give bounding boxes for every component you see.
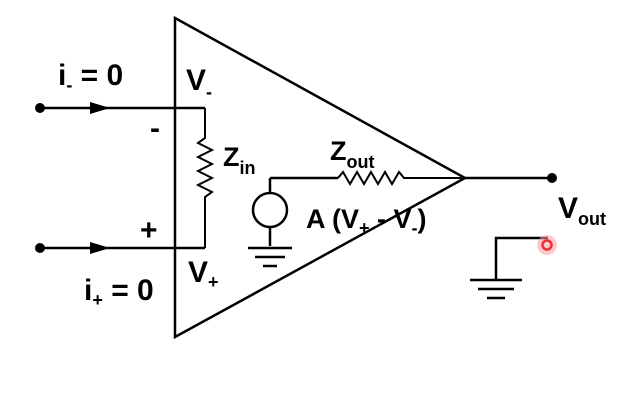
z-in-resistor <box>198 108 212 248</box>
i-minus-label: $i_- = 0$ <box>58 59 124 95</box>
output-terminal <box>547 173 557 183</box>
minus-sign: - <box>150 112 160 145</box>
v-out-label: $V_{out}$ <box>558 192 606 229</box>
non-inverting-input-current-arrow <box>90 242 110 254</box>
inverting-input-terminal <box>35 103 45 113</box>
z-out-label: $Z_{out}$ <box>330 136 375 172</box>
output-ground-symbol <box>470 238 548 298</box>
plus-sign: + <box>140 214 158 247</box>
non-inverting-input-terminal <box>35 243 45 253</box>
inverting-input-current-arrow <box>90 102 110 114</box>
gain-expression-label: A $(V_+ - V_-)$ <box>306 204 427 238</box>
i-plus-label: $i_+ = 0$ <box>84 274 154 310</box>
v-plus-label: $V_+$ <box>188 256 219 292</box>
controlled-voltage-source <box>253 193 287 227</box>
internal-ground-symbol <box>248 248 292 266</box>
z-out-resistor <box>338 172 465 184</box>
pointer-glow <box>537 235 557 255</box>
v-minus-label: $V_-$ <box>186 64 213 102</box>
z-in-label: $Z_{in}$ <box>223 142 256 178</box>
